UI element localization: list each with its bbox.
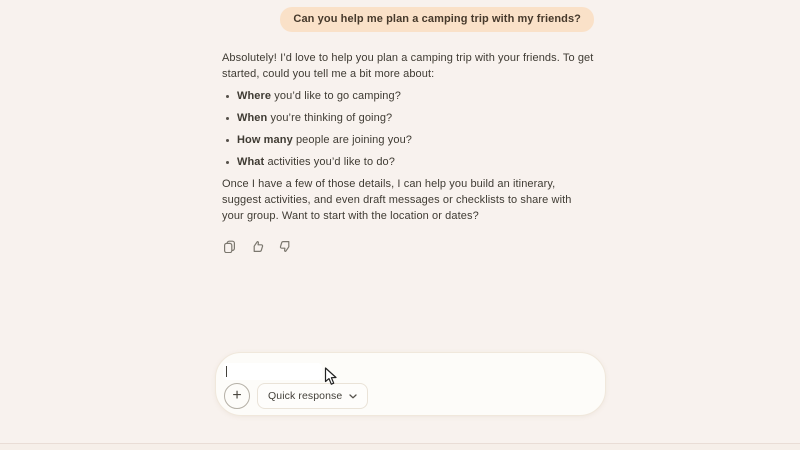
chevron-down-icon bbox=[349, 394, 357, 399]
bullet-bold-text: When bbox=[237, 112, 268, 124]
list-item bbox=[222, 132, 594, 148]
bullet-bold-text: How many bbox=[237, 134, 293, 146]
thumbs-down-icon[interactable] bbox=[278, 239, 292, 253]
list-item bbox=[222, 88, 594, 104]
mouse-cursor bbox=[324, 367, 339, 391]
quick-response-dropdown[interactable] bbox=[257, 383, 368, 409]
quick-response-label: Quick response bbox=[268, 390, 343, 402]
bullet-rest-text: people are joining you? bbox=[292, 134, 413, 146]
bullet-bold-text: Where bbox=[237, 90, 272, 102]
copy-icon[interactable] bbox=[222, 239, 236, 253]
assistant-message bbox=[222, 50, 594, 224]
conversation-thread bbox=[222, 0, 594, 253]
bullet-dot bbox=[226, 95, 229, 98]
assistant-bullet-list bbox=[222, 88, 594, 170]
bullet-dot bbox=[226, 161, 229, 164]
footer-divider bbox=[0, 443, 800, 450]
attach-plus-button[interactable]: + bbox=[224, 383, 250, 409]
bullet-rest-text: you’re thinking of going? bbox=[267, 112, 393, 124]
user-message-bubble: Can you help me plan a camping trip with my friends? bbox=[280, 7, 594, 32]
thumbs-up-icon[interactable] bbox=[250, 239, 264, 253]
bullet-rest-text: you’d like to go camping? bbox=[271, 90, 401, 102]
assistant-intro-paragraph: Absolutely! I’d love to help you plan a camping trip with your friends. To get started, could you tell me a bit more about: bbox=[222, 52, 594, 80]
bullet-dot bbox=[226, 139, 229, 142]
bullet-dot bbox=[226, 117, 229, 120]
assistant-outro-paragraph: Once I have a few of those details, I can help you build an itinerary, suggest activities, and even draft messages or checklists to share with your group. Want to start with the location or dates? bbox=[222, 178, 572, 222]
user-message-row bbox=[222, 7, 594, 32]
message-input[interactable] bbox=[223, 363, 322, 380]
text-caret bbox=[226, 366, 227, 377]
bullet-bold-text: What bbox=[237, 156, 265, 168]
list-item bbox=[222, 110, 594, 126]
message-composer[interactable] bbox=[215, 352, 606, 416]
bullet-rest-text: activities you’d like to do? bbox=[264, 156, 395, 168]
message-actions-row bbox=[222, 239, 594, 253]
list-item bbox=[222, 154, 594, 170]
